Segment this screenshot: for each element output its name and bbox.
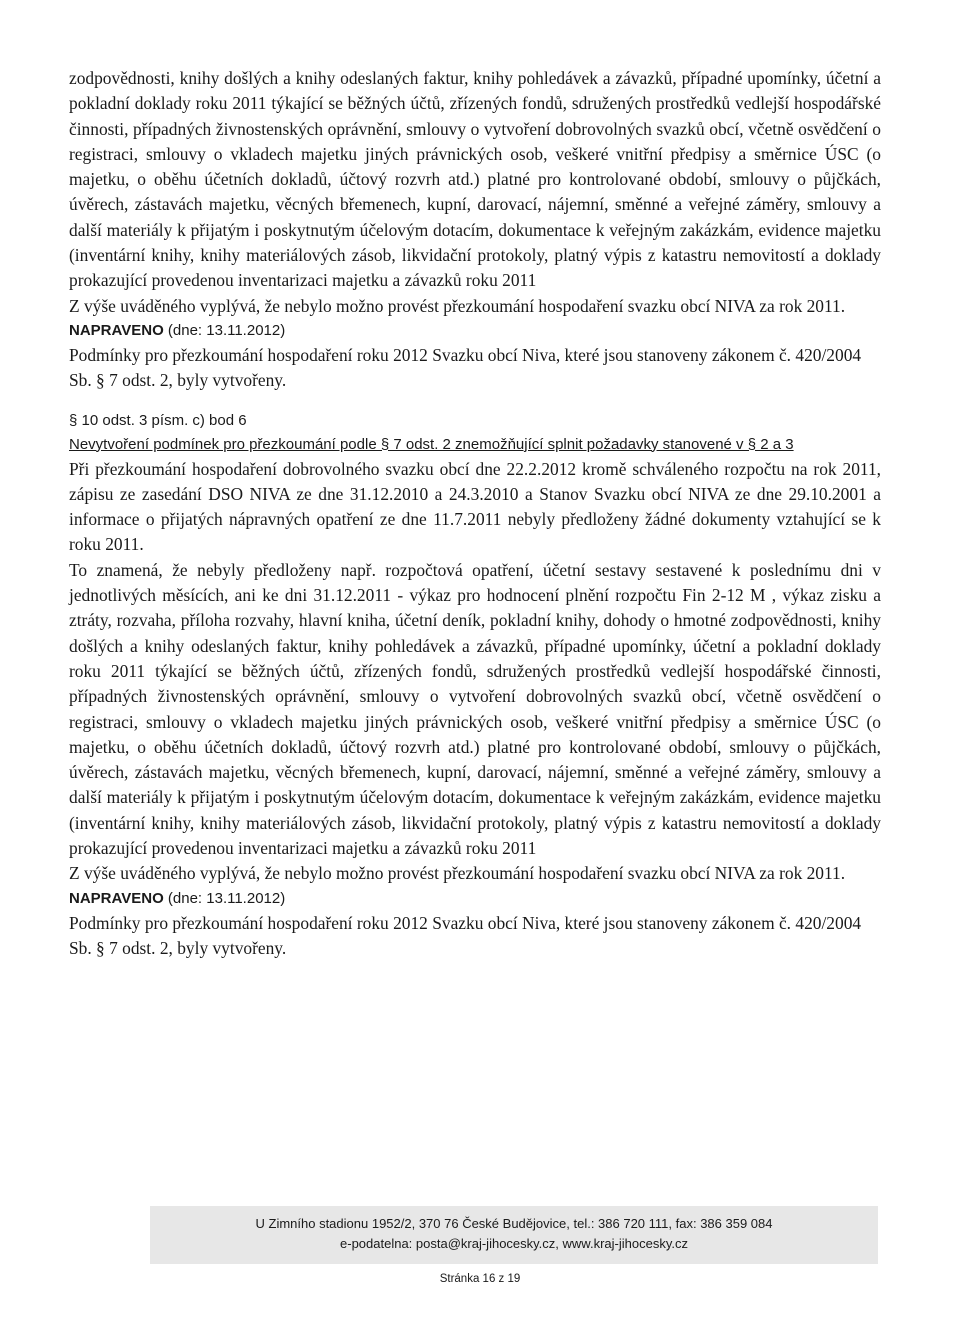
block2-conditions: Podmínky pro přezkoumání hospodaření roku 2012 Svazku obcí Niva, které jsou stanoveny zákonem č. 420/2004 Sb. § 7 odst. 2, byly vytvořeny.	[69, 912, 862, 958]
napraveno-label: NAPRAVENO	[69, 321, 164, 339]
footer-address: U Zimního stadionu 1952/2, 370 76 České Budějovice, tel.: 386 720 111, fax: 386 359 084	[255, 1216, 773, 1231]
block1-conclusion: Z výše uváděného vyplývá, že nebylo možno provést přezkoumání hospodaření svazku obcí NIVA za rok 2011.	[69, 295, 846, 316]
block2-conclusion: Z výše uváděného vyplývá, že nebylo možno provést přezkoumání hospodaření svazku obcí NIVA za rok 2011.	[69, 863, 846, 884]
spacer	[69, 394, 881, 409]
section-reference: § 10 odst. 3 písm. c) bod 6	[69, 411, 247, 429]
block1-conditions: Podmínky pro přezkoumání hospodaření roku 2012 Svazku obcí Niva, které jsou stanoveny zákonem č. 420/2004 Sb. § 7 odst. 2, byly vytvořeny.	[69, 344, 862, 391]
block2-intro: Při přezkoumání hospodaření dobrovolného svazku obcí dne 22.2.2012 kromě schváleného rozpočtu na rok 2011, zápisu ze zasedání DSO NIVA ze dne 31.12.2010 a 24.3.2010 a Stanov Svazku obcí NIVA ze dne 29.10.2001 a informace o přijatých nápravných opatření ze dne 11.7.2011 nebyly předloženy žádné dokumenty vztahující se k roku 2011.	[69, 458, 881, 555]
block1-paragraph: zodpovědnosti, knihy došlých a knihy odeslaných faktur, knihy pohledávek a závazků, případné upomínky, účetní a pokladní doklady roku 2011 týkající se běžných účtů, zřízených fondů, sdružených prostředků vedlejší hospodářské činnosti, případných živnostenských oprávnění, smlouvy o vytvoření dobrovolných svazků obcí, včetně osvědčení o registraci, smlouvy o vkladech majetku jiných právnických osob, veškeré vnitřní předpisy a směrnice ÚSC (o majetku, o oběhu účetních dokladů, účtový rozvrh atd.) platné pro kontrolované období, smlouvy o půjčkách, úvěrech, zástavách majetku, věcných břemenech, kupní, darovací, nájemní, směnné a veřejné záměry, smlouvy a další materiály k přijatým i poskytnutým účelovým dotacím, dokumentace k veřejným zakázkám, evidence majetku (inventární knihy, knihy materiálových zásob, likvidační protokoly, platný výpis z katastru nemovitostí a doklady prokazující provedenou inventarizaci majetku a závazků roku 2011	[69, 68, 881, 291]
page-number: Stránka 16 z 19	[439, 1273, 521, 1285]
block2-napraveno	[69, 887, 881, 911]
footer-contact: e-podatelna: posta@kraj-jihocesky.cz, www.kraj-jihocesky.cz	[340, 1236, 688, 1251]
block2-paragraph: To znamená, že nebyly předloženy např. rozpočtová opatření, účetní sestavy sestavené k poslednímu dni v jednotlivých měsících, ani ke dni 31.12.2011 - výkaz pro hodnocení plnění rozpočtu Fin 2-12 M , výkaz zisku a ztráty, rozvaha, příloha rozvahy, hlavní kniha, účetní deník, pokladní knihy, dohody o hmotné zodpovědnosti, knihy došlých a knihy odeslaných faktur, knihy pohledávek a závazků, případné upomínky, účetní a pokladní doklady roku 2011 týkající se běžných účtů, zřízených fondů, sdružených prostředků vedlejší hospodářské činnosti, případných živnostenských oprávnění, smlouvy o vytvoření dobrovolných svazků obcí, včetně osvědčení o registraci, smlouvy o vkladech majetku jiných právnických osob, veškeré vnitřní předpisy a směrnice ÚSC (o majetku, o oběhu účetních dokladů, účtový rozvrh atd.) platné pro kontrolované období, smlouvy o půjčkách, úvěrech, zástavách majetku, věcných břemenech, kupní, darovací, nájemní, směnné a veřejné záměry, smlouvy a další materiály k přijatým i poskytnutým účelovým dotacím, dokumentace k veřejným zakázkám, evidence majetku (inventární knihy, knihy materiálových zásob, likvidační protokoly, platný výpis z katastru nemovitostí a doklady prokazující provedenou inventarizaci majetku a závazků roku 2011	[69, 559, 881, 859]
napraveno-date: (dne: 13.11.2012)	[167, 889, 286, 907]
section-heading-text: Nevytvoření podmínek pro přezkoumání podle § 7 odst. 2 znemožňující splnit požadavky stanovené v § 2 a 3	[69, 435, 794, 453]
document-body	[69, 66, 881, 961]
section-heading	[69, 433, 881, 457]
napraveno-label: NAPRAVENO	[69, 889, 164, 907]
footer-contact-box	[150, 1206, 878, 1264]
napraveno-date: (dne: 13.11.2012)	[167, 321, 286, 339]
block1-napraveno	[69, 319, 881, 343]
